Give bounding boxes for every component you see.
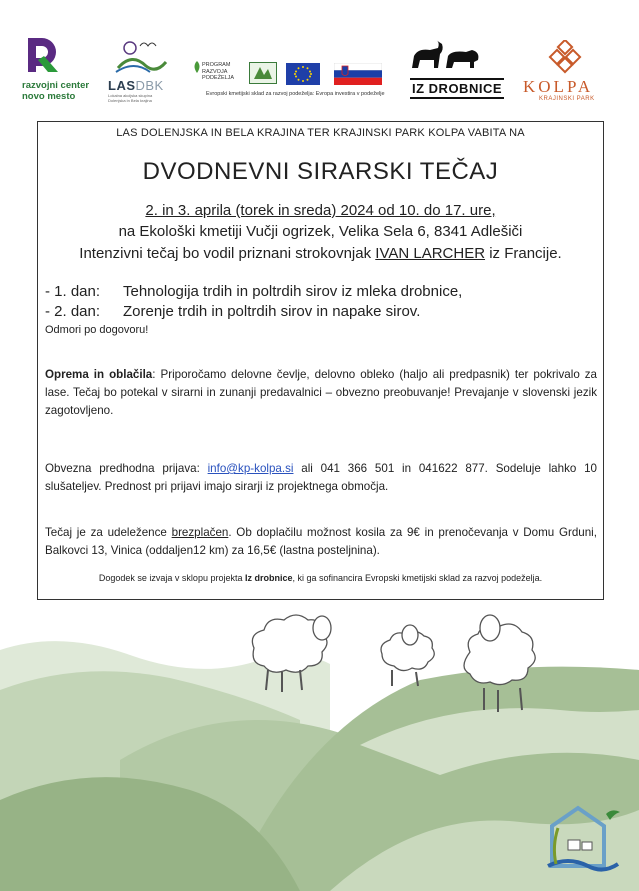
- kolpa-name: KOLPA: [523, 77, 594, 96]
- footer-pre: Dogodek se izvaja v sklopu projekta: [98, 573, 245, 583]
- location-line: na Ekološki kmetiji Vučji ogrizek, Velika Sela 6, 8341 Adlešiči: [118, 223, 523, 240]
- leaf-icon: [192, 60, 202, 74]
- lecturer-pre: Intenzivni tečaj bo vodil priznani strokovnjak: [79, 245, 376, 262]
- equipment-label: Oprema in oblačila: [45, 368, 153, 381]
- rc-logo-line1: razvojni center: [22, 80, 90, 91]
- registration-pre: Obvezna predhodna prijava:: [45, 462, 208, 475]
- landscape-illustration: [0, 560, 639, 891]
- equipment-text: : Priporočamo delovne čevlje, delovno obleko (haljo ali predpasnik) ter pokrivalo za lase. Tečaj bo potekal v sirarni in zunanji predavalnici – obvezno preobuvanje! Prevajanje v slovenski jezik zagotovljeno.: [45, 368, 597, 417]
- rc-logo-text: [22, 80, 89, 102]
- razvojni-center-logo: [22, 34, 102, 106]
- logo-strip: [0, 0, 639, 115]
- kolpa-subtitle: KRAJINSKI PARK: [539, 96, 595, 102]
- day1-text: Tehnologija trdih in poltrdih sirov iz mleka drobnice,: [123, 283, 463, 300]
- footer-project: Iz drobnice: [244, 573, 293, 583]
- leader-logo: [249, 62, 277, 84]
- breaks-note: Odmori po dogovoru!: [45, 324, 149, 336]
- day2-label: - 2. dan:: [45, 303, 101, 320]
- iz-drobnice-logo: [408, 38, 502, 100]
- rc-logo-line2: novo mesto: [22, 91, 76, 102]
- lecturer-line: [38, 245, 603, 262]
- organizers-line: LAS DOLENJSKA IN BELA KRAJINA TER KRAJINSKI PARK KOLPA VABITA NA: [116, 127, 525, 139]
- las-emblem-icon: [110, 38, 170, 76]
- day1-item: [45, 283, 462, 300]
- lecturer-post: iz Francije.: [485, 245, 562, 262]
- equipment-paragraph: [45, 366, 597, 420]
- date-line: 2. in 3. aprila (torek in sreda) 2024 od 10. do 17. ure,: [145, 202, 496, 219]
- footer-post: , ki ga sofinancira Evropski kmetijski sklad za razvoj podeželja.: [292, 573, 543, 583]
- flyer-box: [37, 121, 604, 600]
- slovenia-flag-stripes: [334, 63, 382, 85]
- day2-text: Zorenje trdih in poltrdih sirov in napake sirov.: [123, 303, 421, 320]
- las-logo-text: [108, 78, 164, 93]
- cost-pre: Tečaj je za udeležence: [45, 526, 172, 539]
- las-logo-subtitle: Lokalna akcijska skupina Dolenjska in Bela krajina: [108, 93, 153, 103]
- las-dbk-logo: [106, 38, 176, 108]
- day2-item: [45, 303, 420, 320]
- program-razvoja-podezelja-logo: [192, 56, 240, 92]
- iz-drobnice-text: IZ DROBNICE: [410, 78, 504, 99]
- cost-paragraph: [45, 524, 597, 560]
- las-suffix: DBK: [135, 78, 164, 93]
- kolpa-ornament-icon: [548, 40, 582, 74]
- prog-line1: PROGRAM: [202, 62, 231, 68]
- free-word: brezplačen: [171, 526, 229, 539]
- day1-label: - 1. dan:: [45, 283, 101, 300]
- prog-line3: PODEŽELJA: [202, 75, 235, 81]
- footer-note: [38, 573, 603, 583]
- page-title: DVODNEVNI SIRARSKI TEČAJ: [142, 158, 499, 185]
- cost-post: . Ob doplačilu možnost kosila za 9€ in prenočevanja v Domu Grduni, Balkovci 13, Vinica (oddaljen12 km) za 16,5€ (lastna posteljnina).: [45, 526, 597, 557]
- program-text: [202, 62, 234, 82]
- email-link[interactable]: info@kp-kolpa.si: [207, 462, 294, 475]
- leader-mark-icon: [250, 63, 276, 83]
- goat-sheep-icon: [408, 38, 484, 76]
- slovenia-flag-icon: [334, 63, 382, 85]
- registration-post: ali 041 366 501 in 041622 877. Sodeluje lahko 10 slušateljev. Prednost pri prijavi imajo sirarji iz projektnega območja.: [45, 462, 597, 493]
- krajinski-park-kolpa-logo: [515, 40, 615, 104]
- las-main: LAS: [108, 78, 136, 93]
- lecturer-name: IVAN LARCHER: [375, 245, 486, 262]
- rc-mark-icon: [22, 34, 62, 76]
- prog-line2: RAZVOJA: [202, 68, 228, 75]
- registration-paragraph: [45, 460, 597, 496]
- eu-flag-icon: [286, 63, 320, 85]
- eu-stars-icon: [286, 63, 320, 85]
- funding-caption: Evropski kmetijski sklad za razvoj podeželja: Evropa investira v podeželje: [206, 91, 385, 97]
